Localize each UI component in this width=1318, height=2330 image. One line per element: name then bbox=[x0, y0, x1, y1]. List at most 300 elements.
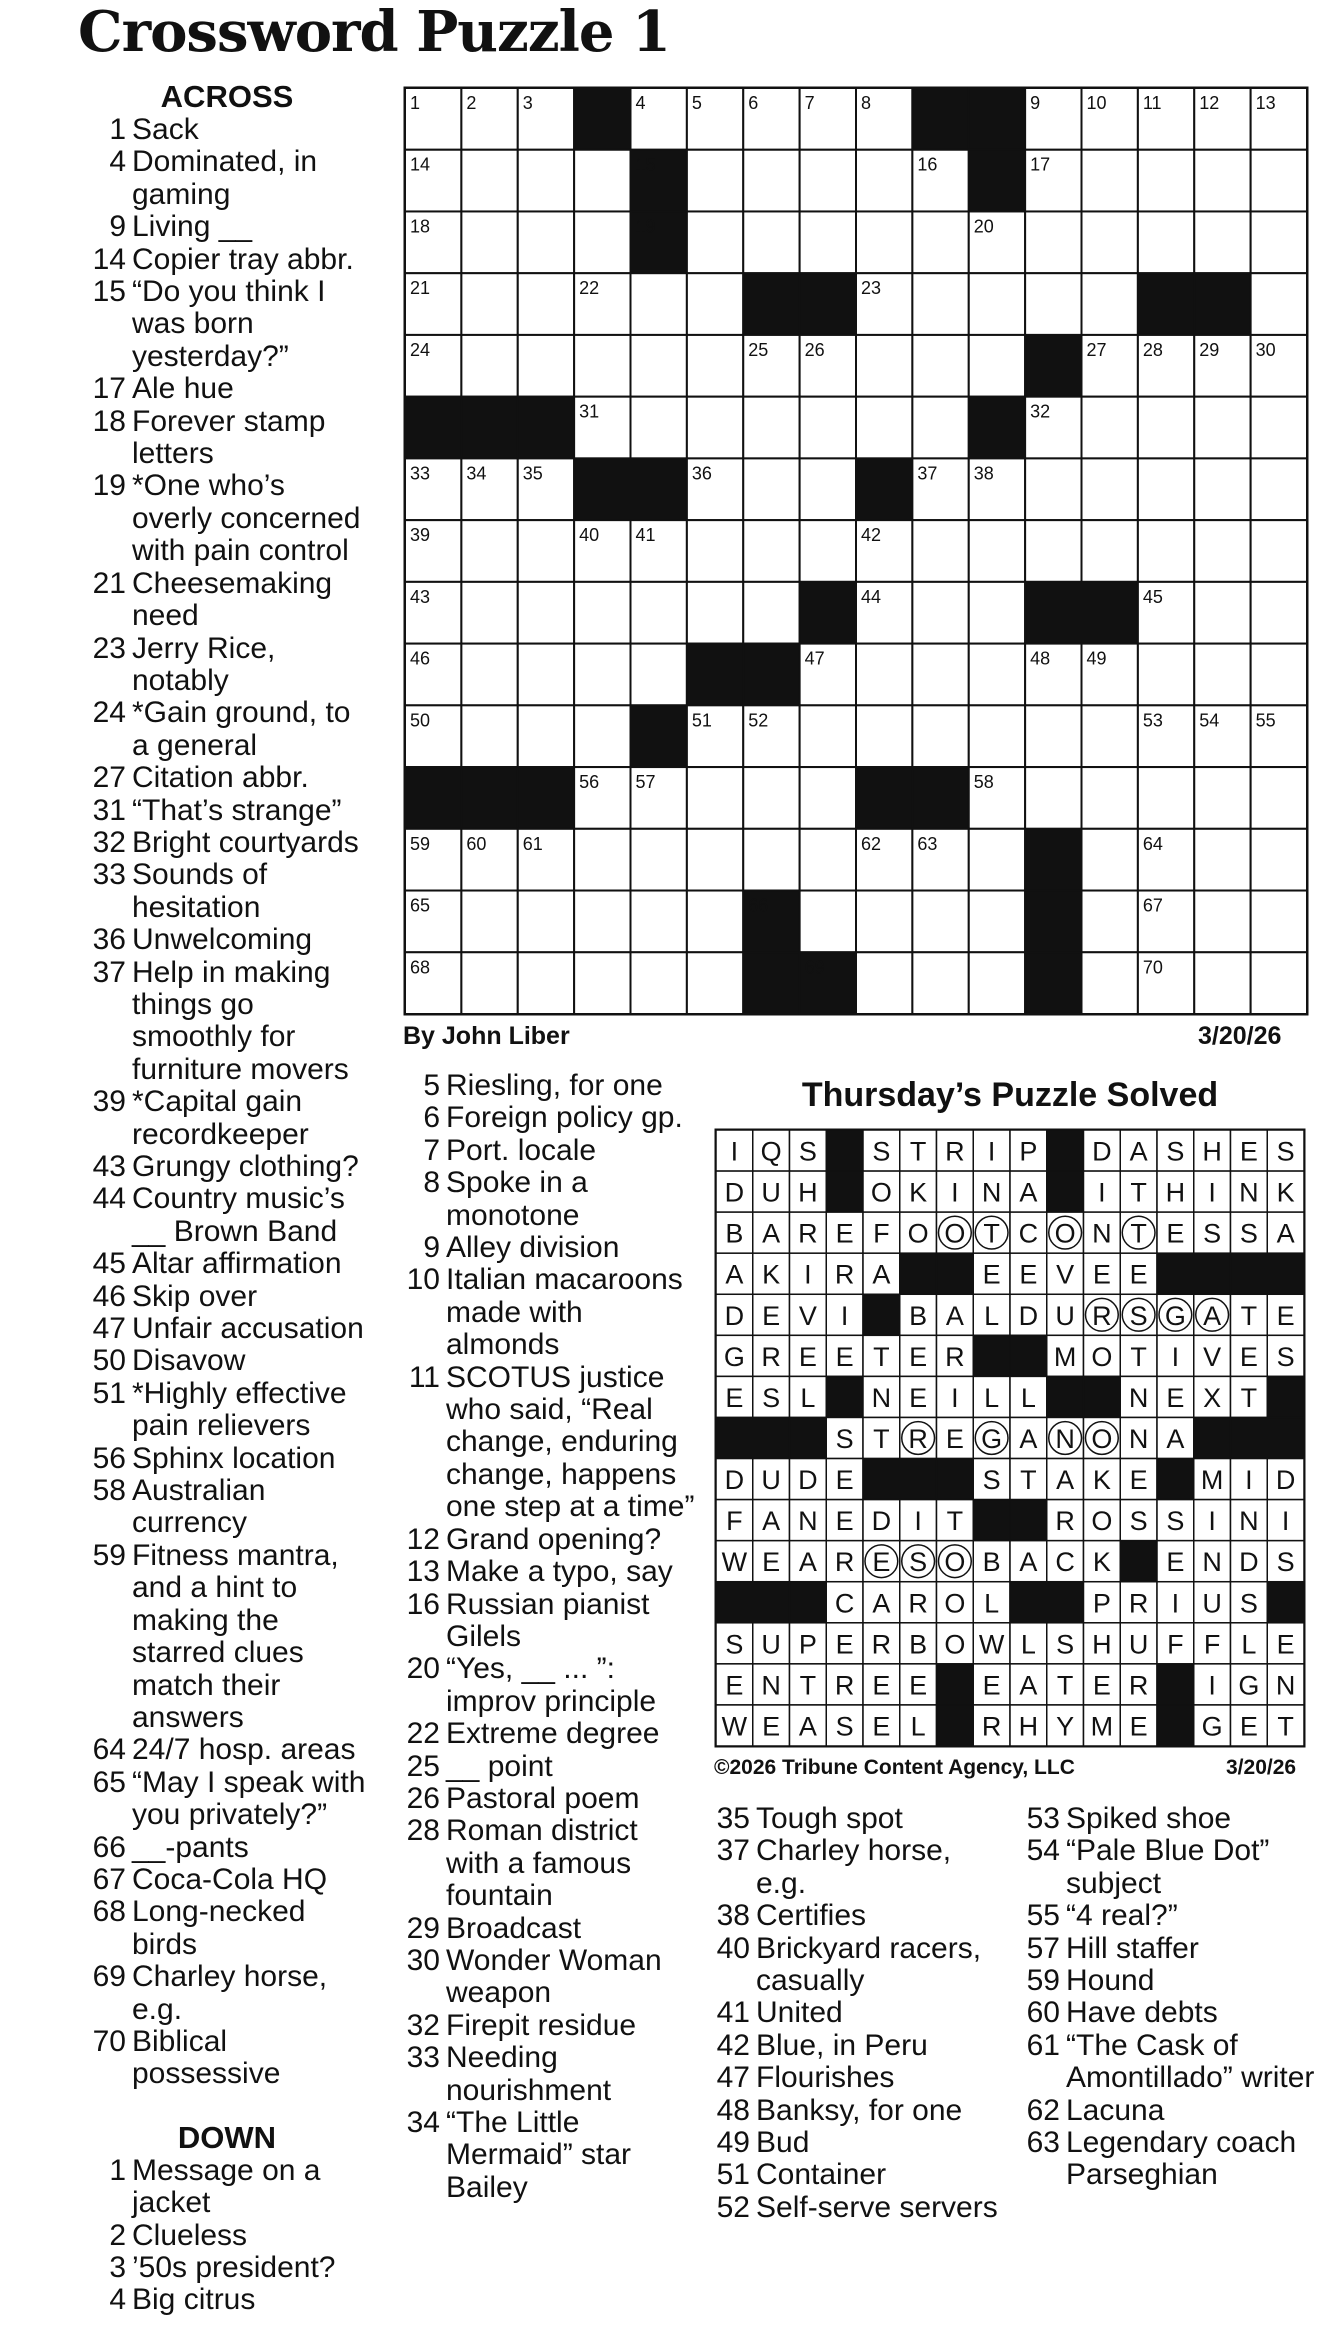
clue-item bbox=[82, 114, 372, 146]
crossword-grid[interactable] bbox=[403, 86, 1309, 1016]
clue-item bbox=[82, 1864, 372, 1896]
grid-cell[interactable] bbox=[518, 211, 574, 273]
grid-cell[interactable] bbox=[1082, 150, 1138, 212]
cell-number: 41 bbox=[635, 525, 656, 546]
solved-letter: S bbox=[909, 1547, 928, 1578]
grid-cell[interactable] bbox=[1194, 829, 1250, 891]
grid-cell[interactable] bbox=[518, 644, 574, 706]
clue-number: 31 bbox=[92, 793, 126, 827]
grid-cell[interactable] bbox=[631, 829, 687, 891]
grid-cell[interactable] bbox=[1194, 582, 1250, 644]
grid-cell[interactable] bbox=[856, 335, 912, 397]
clue-number: 11 bbox=[408, 1360, 440, 1394]
solved-letter: L bbox=[984, 1382, 1000, 1413]
cell-number: 61 bbox=[522, 833, 543, 854]
grid-cell[interactable] bbox=[1082, 952, 1138, 1014]
clue-item bbox=[396, 1945, 696, 2010]
grid-cell[interactable] bbox=[912, 644, 968, 706]
clue-text: Make a typo, say bbox=[446, 1555, 673, 1589]
clue-item bbox=[82, 1832, 372, 1864]
clue-item bbox=[82, 470, 372, 567]
solved-letter: A bbox=[872, 1588, 891, 1619]
grid-cell[interactable] bbox=[1025, 458, 1081, 520]
solved-black-square bbox=[1231, 1417, 1268, 1458]
solved-letter: D bbox=[724, 1465, 745, 1496]
solved-letter: U bbox=[1128, 1629, 1149, 1660]
grid-cell[interactable] bbox=[1194, 397, 1250, 459]
grid-cell[interactable] bbox=[631, 273, 687, 335]
clue-number: 68 bbox=[92, 1895, 126, 1929]
clue-item bbox=[82, 1183, 372, 1248]
solved-black-square bbox=[716, 1582, 753, 1623]
clue-number: 9 bbox=[109, 210, 126, 244]
cell-number: 39 bbox=[410, 525, 431, 546]
grid-cell[interactable] bbox=[518, 891, 574, 953]
grid-cell[interactable] bbox=[1025, 520, 1081, 582]
grid-cell[interactable] bbox=[1082, 829, 1138, 891]
grid-cell[interactable] bbox=[743, 397, 799, 459]
clue-number: 24 bbox=[92, 696, 126, 730]
solved-letter: C bbox=[1018, 1218, 1039, 1249]
solved-letter: B bbox=[909, 1300, 928, 1331]
grid-cell[interactable] bbox=[1082, 520, 1138, 582]
grid-cell[interactable] bbox=[1194, 644, 1250, 706]
grid-cell[interactable] bbox=[800, 520, 856, 582]
grid-cell[interactable] bbox=[743, 150, 799, 212]
solved-letter: S bbox=[1129, 1506, 1148, 1537]
grid-cell[interactable] bbox=[461, 705, 517, 767]
grid-cell[interactable] bbox=[518, 582, 574, 644]
solved-black-square bbox=[937, 1705, 974, 1746]
grid-cell[interactable] bbox=[1025, 211, 1081, 273]
clue-number: 2 bbox=[109, 2218, 126, 2252]
grid-cell[interactable] bbox=[969, 829, 1025, 891]
solved-letter: D bbox=[724, 1177, 745, 1208]
grid-cell[interactable] bbox=[461, 644, 517, 706]
solved-letter: R bbox=[834, 1547, 855, 1578]
grid-cell[interactable] bbox=[856, 952, 912, 1014]
cell-number: 23 bbox=[861, 278, 882, 299]
grid-cell[interactable] bbox=[800, 211, 856, 273]
grid-cell[interactable] bbox=[687, 273, 743, 335]
grid-cell[interactable] bbox=[856, 150, 912, 212]
clue-number: 47 bbox=[716, 2061, 750, 2095]
solved-letter: E bbox=[872, 1547, 891, 1578]
grid-cell[interactable] bbox=[574, 335, 630, 397]
solved-letter: I bbox=[1171, 1341, 1180, 1372]
clue-text: Forever stamp letters bbox=[132, 404, 326, 471]
across-clue-list bbox=[82, 80, 372, 2317]
grid-cell[interactable] bbox=[518, 335, 574, 397]
grid-cell[interactable] bbox=[743, 458, 799, 520]
grid-cell[interactable] bbox=[1025, 767, 1081, 829]
grid-cell[interactable] bbox=[800, 458, 856, 520]
grid-cell[interactable] bbox=[1082, 211, 1138, 273]
grid-cell[interactable] bbox=[518, 705, 574, 767]
grid-cell[interactable] bbox=[856, 891, 912, 953]
clue-item bbox=[1016, 1933, 1316, 1965]
grid-cell[interactable] bbox=[574, 150, 630, 212]
grid-cell[interactable] bbox=[1251, 644, 1307, 706]
grid-cell[interactable] bbox=[743, 211, 799, 273]
cell-number: 26 bbox=[804, 339, 825, 360]
grid-cell[interactable] bbox=[969, 644, 1025, 706]
grid-cell[interactable] bbox=[1251, 582, 1307, 644]
solved-letter: S bbox=[1166, 1506, 1185, 1537]
grid-cell[interactable] bbox=[631, 397, 687, 459]
solved-letter: R bbox=[1055, 1506, 1075, 1537]
clue-item bbox=[82, 276, 372, 373]
solved-letter: K bbox=[762, 1259, 781, 1290]
solved-black-square bbox=[826, 1376, 863, 1417]
clue-text: “Yes, __ ... ”: improv principle bbox=[446, 1652, 657, 1718]
solved-black-square bbox=[1120, 1541, 1157, 1582]
grid-cell[interactable] bbox=[969, 705, 1025, 767]
black-square bbox=[1025, 829, 1081, 891]
grid-cell[interactable] bbox=[574, 952, 630, 1014]
solved-letter: T bbox=[1240, 1382, 1258, 1413]
cell-number: 67 bbox=[1142, 895, 1163, 916]
grid-cell[interactable] bbox=[1194, 767, 1250, 829]
cell-number: 12 bbox=[1199, 93, 1220, 113]
grid-cell[interactable] bbox=[1138, 520, 1194, 582]
solved-letter: O bbox=[944, 1629, 966, 1660]
clue-number: 63 bbox=[1026, 2126, 1060, 2160]
solved-letter: Y bbox=[1056, 1711, 1075, 1742]
clue-item bbox=[82, 2155, 372, 2220]
solved-letter: R bbox=[834, 1670, 855, 1701]
grid-cell[interactable] bbox=[687, 150, 743, 212]
grid-cell[interactable] bbox=[687, 952, 743, 1014]
clue-text: Bright courtyards bbox=[132, 825, 359, 859]
clue-number: 15 bbox=[92, 275, 126, 309]
grid-cell[interactable] bbox=[856, 644, 912, 706]
cell-number: 56 bbox=[579, 772, 600, 793]
grid-cell[interactable] bbox=[969, 520, 1025, 582]
grid-cell[interactable] bbox=[687, 891, 743, 953]
clue-text: United bbox=[756, 1996, 843, 2030]
clue-item bbox=[82, 762, 372, 794]
solved-letter: L bbox=[984, 1300, 1000, 1331]
solved-black-square bbox=[937, 1253, 974, 1294]
cell-number: 52 bbox=[748, 710, 769, 731]
black-square bbox=[912, 767, 968, 829]
solved-black-square bbox=[1157, 1664, 1194, 1705]
grid-cell[interactable] bbox=[1194, 211, 1250, 273]
grid-cell[interactable] bbox=[1025, 273, 1081, 335]
solved-letter: R bbox=[834, 1259, 855, 1290]
clue-number: 5 bbox=[423, 1069, 440, 1102]
grid-cell[interactable] bbox=[743, 520, 799, 582]
cell-number: 31 bbox=[579, 401, 600, 422]
grid-cell[interactable] bbox=[1082, 767, 1138, 829]
cell-number: 32 bbox=[1030, 401, 1051, 422]
clue-number: 37 bbox=[716, 1834, 750, 1868]
clue-item bbox=[396, 1362, 696, 1524]
grid-cell[interactable] bbox=[631, 952, 687, 1014]
solved-letter: R bbox=[908, 1424, 928, 1454]
solved-letter: H bbox=[1018, 1711, 1039, 1742]
grid-cell[interactable] bbox=[800, 767, 856, 829]
grid-cell[interactable] bbox=[1251, 211, 1307, 273]
grid-cell[interactable] bbox=[461, 335, 517, 397]
clue-text: Charley horse, e.g. bbox=[132, 1960, 328, 2026]
solved-letter: T bbox=[873, 1424, 890, 1454]
grid-cell[interactable] bbox=[461, 952, 517, 1014]
solved-letter: E bbox=[762, 1711, 781, 1742]
cell-number: 64 bbox=[1142, 833, 1163, 854]
solved-letter: W bbox=[721, 1547, 748, 1578]
grid-cell[interactable] bbox=[1082, 273, 1138, 335]
cell-number: 6 bbox=[748, 93, 759, 113]
clue-item bbox=[82, 146, 372, 211]
solved-letter: I bbox=[1245, 1465, 1253, 1496]
clue-text: Brickyard racers, casually bbox=[756, 1931, 982, 1998]
grid-cell[interactable] bbox=[1138, 397, 1194, 459]
solved-letter: Q bbox=[760, 1136, 782, 1167]
solved-black-square bbox=[973, 1500, 1010, 1541]
grid-cell[interactable] bbox=[1251, 829, 1307, 891]
clue-number: 45 bbox=[92, 1247, 126, 1281]
solved-letter: H bbox=[1165, 1177, 1186, 1208]
grid-cell[interactable] bbox=[574, 891, 630, 953]
grid-cell[interactable] bbox=[856, 705, 912, 767]
black-square bbox=[687, 644, 743, 706]
clue-item bbox=[82, 406, 372, 471]
grid-cell[interactable] bbox=[800, 150, 856, 212]
solved-letter: I bbox=[804, 1259, 812, 1290]
solved-letter: A bbox=[1019, 1547, 1038, 1578]
clue-item bbox=[82, 1378, 372, 1443]
grid-cell[interactable] bbox=[687, 211, 743, 273]
clue-item bbox=[82, 697, 372, 762]
clue-item bbox=[396, 1556, 696, 1588]
grid-cell[interactable] bbox=[518, 952, 574, 1014]
grid-cell[interactable] bbox=[856, 397, 912, 459]
black-square bbox=[969, 397, 1025, 459]
solved-letter: E bbox=[1092, 1259, 1111, 1290]
grid-cell[interactable] bbox=[461, 211, 517, 273]
clue-item bbox=[396, 1524, 696, 1556]
grid-cell[interactable] bbox=[1251, 458, 1307, 520]
black-square bbox=[1025, 891, 1081, 953]
solved-letter: D bbox=[1018, 1300, 1039, 1331]
grid-cell[interactable] bbox=[912, 211, 968, 273]
grid-cell[interactable] bbox=[1251, 891, 1307, 953]
grid-cell[interactable] bbox=[800, 891, 856, 953]
solved-letter: E bbox=[909, 1670, 928, 1701]
cell-number: 19 bbox=[635, 216, 656, 237]
grid-cell[interactable] bbox=[1025, 705, 1081, 767]
clue-item bbox=[1016, 1900, 1316, 1932]
solved-black-square bbox=[753, 1582, 790, 1623]
solved-date: 3/20/26 bbox=[1226, 1756, 1297, 1779]
grid-cell[interactable] bbox=[518, 273, 574, 335]
black-square bbox=[461, 767, 517, 829]
grid-cell[interactable] bbox=[574, 582, 630, 644]
grid-cell[interactable] bbox=[1251, 150, 1307, 212]
solved-letter: E bbox=[762, 1547, 781, 1578]
solved-letter: R bbox=[1092, 1300, 1112, 1331]
grid-cell[interactable] bbox=[461, 273, 517, 335]
cell-number: 50 bbox=[410, 710, 431, 731]
grid-cell[interactable] bbox=[1138, 150, 1194, 212]
solved-letter: L bbox=[1020, 1629, 1036, 1660]
grid-cell[interactable] bbox=[856, 211, 912, 273]
grid-cell[interactable] bbox=[969, 952, 1025, 1014]
clue-item bbox=[396, 1653, 696, 1718]
clue-number: 21 bbox=[92, 566, 126, 600]
cell-number: 40 bbox=[579, 525, 600, 546]
grid-cell[interactable] bbox=[800, 829, 856, 891]
solved-black-square bbox=[1010, 1500, 1047, 1541]
grid-cell[interactable] bbox=[574, 705, 630, 767]
solved-letter: N bbox=[1239, 1177, 1259, 1208]
clue-item bbox=[396, 2107, 696, 2204]
grid-cell[interactable] bbox=[631, 335, 687, 397]
clue-number: 51 bbox=[716, 2158, 750, 2192]
clue-text: Bud bbox=[756, 2126, 810, 2160]
grid-cell[interactable] bbox=[1251, 952, 1307, 1014]
grid-cell[interactable] bbox=[631, 891, 687, 953]
solved-letter: E bbox=[909, 1341, 928, 1372]
solved-letter: S bbox=[1129, 1300, 1148, 1331]
grid-cell[interactable] bbox=[574, 829, 630, 891]
black-square bbox=[1138, 273, 1194, 335]
grid-cell[interactable] bbox=[461, 150, 517, 212]
cell-number: 16 bbox=[917, 154, 938, 175]
grid-cell[interactable] bbox=[969, 273, 1025, 335]
grid-cell[interactable] bbox=[1194, 458, 1250, 520]
solved-letter: I bbox=[730, 1136, 739, 1167]
grid-cell[interactable] bbox=[687, 397, 743, 459]
clue-text: Port. locale bbox=[446, 1133, 597, 1167]
grid-cell[interactable] bbox=[574, 211, 630, 273]
grid-cell[interactable] bbox=[461, 520, 517, 582]
clue-number: 65 bbox=[92, 1765, 126, 1799]
grid-cell[interactable] bbox=[1194, 520, 1250, 582]
clue-number: 47 bbox=[92, 1312, 126, 1346]
grid-cell[interactable] bbox=[461, 891, 517, 953]
grid-cell[interactable] bbox=[1138, 458, 1194, 520]
grid-cell[interactable] bbox=[1194, 952, 1250, 1014]
solved-letter: I bbox=[1208, 1506, 1216, 1537]
grid-cell[interactable] bbox=[1251, 767, 1307, 829]
grid-cell[interactable] bbox=[800, 705, 856, 767]
cell-number: 8 bbox=[861, 93, 872, 113]
solved-letter: F bbox=[873, 1218, 890, 1249]
black-square bbox=[631, 705, 687, 767]
grid-cell[interactable] bbox=[1082, 397, 1138, 459]
grid-cell[interactable] bbox=[912, 582, 968, 644]
solved-letter: S bbox=[1276, 1547, 1295, 1578]
grid-cell[interactable] bbox=[1194, 150, 1250, 212]
clue-text: Dominated, in gaming bbox=[132, 145, 318, 211]
grid-cell[interactable] bbox=[969, 891, 1025, 953]
grid-cell[interactable] bbox=[800, 397, 856, 459]
grid-cell[interactable] bbox=[743, 829, 799, 891]
clue-number: 4 bbox=[109, 145, 126, 179]
grid-cell[interactable] bbox=[631, 644, 687, 706]
grid-cell[interactable] bbox=[1082, 891, 1138, 953]
grid-cell[interactable] bbox=[1251, 397, 1307, 459]
grid-cell[interactable] bbox=[518, 150, 574, 212]
grid-cell[interactable] bbox=[912, 397, 968, 459]
clue-item bbox=[82, 1086, 372, 1151]
grid-cell[interactable] bbox=[518, 520, 574, 582]
clue-text: Lacuna bbox=[1066, 2093, 1165, 2127]
grid-cell[interactable] bbox=[631, 582, 687, 644]
solved-letter: A bbox=[762, 1506, 781, 1537]
grid-cell[interactable] bbox=[687, 829, 743, 891]
clue-text: *Highly effective pain relievers bbox=[132, 1376, 347, 1443]
grid-cell[interactable] bbox=[912, 273, 968, 335]
solved-letter: E bbox=[835, 1341, 854, 1372]
solved-letter: K bbox=[1092, 1465, 1111, 1496]
grid-cell[interactable] bbox=[1251, 273, 1307, 335]
solved-letter: N bbox=[1239, 1506, 1259, 1537]
solved-letter: S bbox=[982, 1465, 1001, 1496]
solved-letter: V bbox=[1056, 1259, 1075, 1290]
grid-cell[interactable] bbox=[574, 644, 630, 706]
black-square bbox=[969, 88, 1025, 150]
black-square bbox=[800, 273, 856, 335]
grid-cell[interactable] bbox=[687, 767, 743, 829]
grid-cell[interactable] bbox=[687, 520, 743, 582]
grid-cell[interactable] bbox=[461, 582, 517, 644]
clue-text: Flourishes bbox=[756, 2061, 895, 2095]
solved-letter: A bbox=[725, 1259, 744, 1290]
grid-cell[interactable] bbox=[1251, 520, 1307, 582]
grid-cell[interactable] bbox=[1082, 705, 1138, 767]
grid-cell[interactable] bbox=[912, 335, 968, 397]
down-clue-list-3 bbox=[706, 1803, 1006, 2224]
grid-cell[interactable] bbox=[1138, 211, 1194, 273]
grid-cell[interactable] bbox=[1138, 767, 1194, 829]
clue-number: 25 bbox=[406, 1749, 440, 1783]
clue-text: SCOTUS justice who said, “Real change, enduring change, happens one step at a time” bbox=[446, 1360, 695, 1524]
clue-text: 24/7 hosp. areas bbox=[132, 1733, 356, 1767]
grid-cell[interactable] bbox=[912, 705, 968, 767]
solved-letter: O bbox=[944, 1547, 966, 1578]
solved-letter: M bbox=[1200, 1465, 1224, 1496]
grid-cell[interactable] bbox=[743, 767, 799, 829]
solved-letter: S bbox=[1239, 1588, 1258, 1619]
grid-cell[interactable] bbox=[687, 335, 743, 397]
grid-cell[interactable] bbox=[743, 582, 799, 644]
cell-number: 70 bbox=[1142, 957, 1163, 978]
solved-letter: E bbox=[1166, 1382, 1185, 1413]
solved-letter: D bbox=[1092, 1136, 1112, 1167]
grid-cell[interactable] bbox=[1194, 891, 1250, 953]
grid-cell[interactable] bbox=[1082, 458, 1138, 520]
clue-number: 38 bbox=[716, 1899, 750, 1933]
grid-cell[interactable] bbox=[969, 335, 1025, 397]
grid-cell[interactable] bbox=[969, 582, 1025, 644]
clue-item bbox=[706, 2159, 1006, 2191]
solved-letter: U bbox=[761, 1465, 781, 1496]
grid-cell[interactable] bbox=[912, 891, 968, 953]
solved-letter: K bbox=[1092, 1547, 1111, 1578]
cell-number: 33 bbox=[410, 463, 431, 484]
grid-cell[interactable] bbox=[912, 952, 968, 1014]
cell-number: 36 bbox=[691, 463, 712, 484]
grid-cell[interactable] bbox=[912, 520, 968, 582]
clue-item bbox=[1016, 2127, 1316, 2192]
grid-cell[interactable] bbox=[687, 582, 743, 644]
solved-letter: N bbox=[798, 1506, 818, 1537]
grid-cell[interactable] bbox=[1138, 644, 1194, 706]
